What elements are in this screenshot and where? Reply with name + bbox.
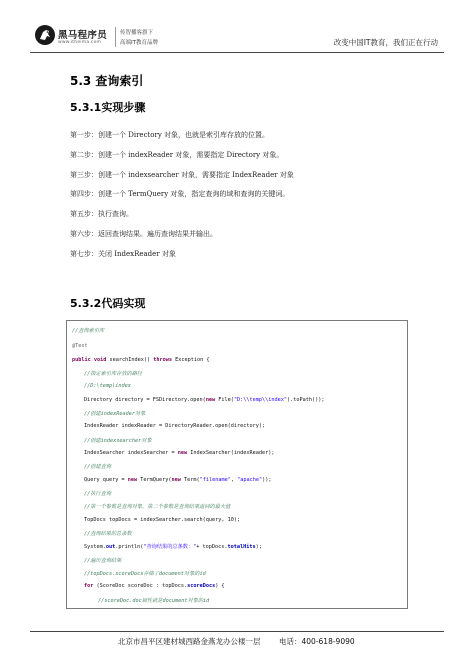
section-title: 5.3 查询索引 bbox=[70, 74, 144, 88]
code-token: new bbox=[205, 397, 216, 403]
code-line: @Test bbox=[72, 343, 88, 349]
code-line bbox=[84, 450, 275, 456]
slogan-line-1: 传智播客旗下 bbox=[120, 30, 154, 36]
step-2: 第二步：创建一个 indexReader 对象，需要指定 Directory 对象。 bbox=[70, 151, 284, 159]
code-token: "D:\\temp\\index" bbox=[233, 397, 288, 403]
code-token: Exception { bbox=[171, 357, 210, 363]
code-token: )); bbox=[262, 477, 272, 483]
code-token: (ScoreDoc scoreDoc : topDocs. bbox=[93, 583, 188, 589]
brand-divider bbox=[115, 27, 116, 47]
code-token: "查询结果的总条数：" bbox=[143, 544, 197, 550]
subsection-title-code: 5.3.2代码实现 bbox=[70, 297, 146, 310]
code-line: //创建查询 bbox=[84, 464, 111, 470]
code-token: new bbox=[171, 477, 181, 483]
code-token: 10 bbox=[227, 517, 234, 523]
code-token: "filename" bbox=[199, 477, 231, 483]
code-token: System. bbox=[84, 544, 106, 550]
code-line: //D:\temp\index bbox=[84, 383, 131, 389]
brand-name: 黑马程序员 bbox=[58, 30, 108, 41]
code-line: //scoreDoc.doc属性就是document对象的id bbox=[98, 598, 210, 604]
code-line bbox=[84, 477, 271, 483]
code-line: //指定索引库存放的路径 bbox=[84, 371, 143, 377]
code-line: //遍历查询结果 bbox=[84, 558, 122, 564]
code-token: throws bbox=[153, 357, 172, 363]
code-token: totalHits bbox=[227, 544, 256, 550]
code-line: IndexReader indexReader = DirectoryReader.open(directory); bbox=[84, 423, 266, 429]
code-token: Query query = bbox=[84, 477, 128, 483]
code-token: Term( bbox=[180, 477, 200, 483]
code-token: .println( bbox=[115, 544, 144, 550]
code-line bbox=[84, 583, 225, 589]
step-5: 第五步：执行查询。 bbox=[70, 210, 133, 218]
step-4: 第四步：创建一个 TermQuery 对象，指定查询的域和查询的关键词。 bbox=[70, 190, 290, 198]
code-token: new bbox=[127, 477, 138, 483]
code-line: //topDocs.scoreDocs存储了document对象的id bbox=[84, 571, 206, 577]
code-token: scoreDocs bbox=[187, 583, 216, 589]
code-token: , bbox=[230, 477, 238, 483]
code-token: File( bbox=[215, 397, 234, 403]
code-token: out bbox=[105, 544, 116, 550]
footer-address: 北京市昌平区建材城西路金燕龙办公楼一层 bbox=[118, 637, 261, 646]
code-token: TopDocs topDocs = indexSearcher.search(query, bbox=[84, 517, 228, 523]
code-token: ) { bbox=[215, 583, 225, 589]
code-line: //第一个参数是查询对象，第二个参数是查询结果返回的最大值 bbox=[84, 504, 231, 510]
step-1: 第一步：创建一个 Directory 对象，也就是索引库存放的位置。 bbox=[70, 131, 270, 139]
step-7: 第七步：关闭 IndexReader 对象 bbox=[70, 250, 176, 258]
code-token: Directory directory = FSDirectory.open( bbox=[84, 397, 206, 403]
code-line bbox=[84, 517, 240, 523]
code-token: searchIndex() bbox=[106, 357, 154, 363]
horse-logo-icon bbox=[34, 24, 56, 46]
header-rule bbox=[30, 52, 444, 53]
code-token: for bbox=[84, 583, 94, 589]
brand-url: www.itheima.com bbox=[58, 40, 102, 45]
step-6: 第六步：返回查询结果。遍历查询结果并输出。 bbox=[70, 230, 217, 238]
code-token: new bbox=[177, 450, 188, 456]
footer-rule bbox=[30, 631, 444, 632]
code-block bbox=[66, 320, 408, 609]
code-token: ); bbox=[233, 517, 241, 523]
page-header bbox=[0, 0, 474, 56]
code-line bbox=[84, 543, 262, 550]
code-token: ); bbox=[255, 544, 262, 550]
header-tagline: 改变中国IT教育，我们正在行动 bbox=[333, 38, 438, 47]
code-token: public void bbox=[72, 357, 107, 363]
code-line: //创建indexReader对象 bbox=[84, 411, 146, 417]
code-line: //查询结果的总条数 bbox=[84, 531, 132, 537]
code-line bbox=[84, 397, 325, 403]
slogan-line-2: 高端IT教育品牌 bbox=[120, 40, 158, 46]
code-token: IndexSearcher indexSearcher = bbox=[84, 450, 178, 456]
subsection-title-steps: 5.3.1实现步骤 bbox=[70, 101, 146, 114]
code-line bbox=[72, 357, 209, 363]
code-line: //创建indexsearcher对象 bbox=[84, 438, 152, 444]
code-token: "apache" bbox=[237, 477, 263, 483]
code-token: ).toPath()); bbox=[287, 397, 325, 403]
footer-phone: 电话：400-618-9090 bbox=[279, 637, 355, 646]
step-3: 第三步：创建一个 indexsearcher 对象，需要指定 IndexReader 对象 bbox=[70, 171, 294, 179]
code-token: + topDocs. bbox=[196, 544, 228, 550]
code-token: IndexSearcher(indexReader); bbox=[187, 450, 275, 456]
code-line: //查询索引库 bbox=[72, 328, 105, 334]
code-line: //执行查询 bbox=[84, 491, 111, 497]
code-token: TermQuery( bbox=[137, 477, 172, 483]
